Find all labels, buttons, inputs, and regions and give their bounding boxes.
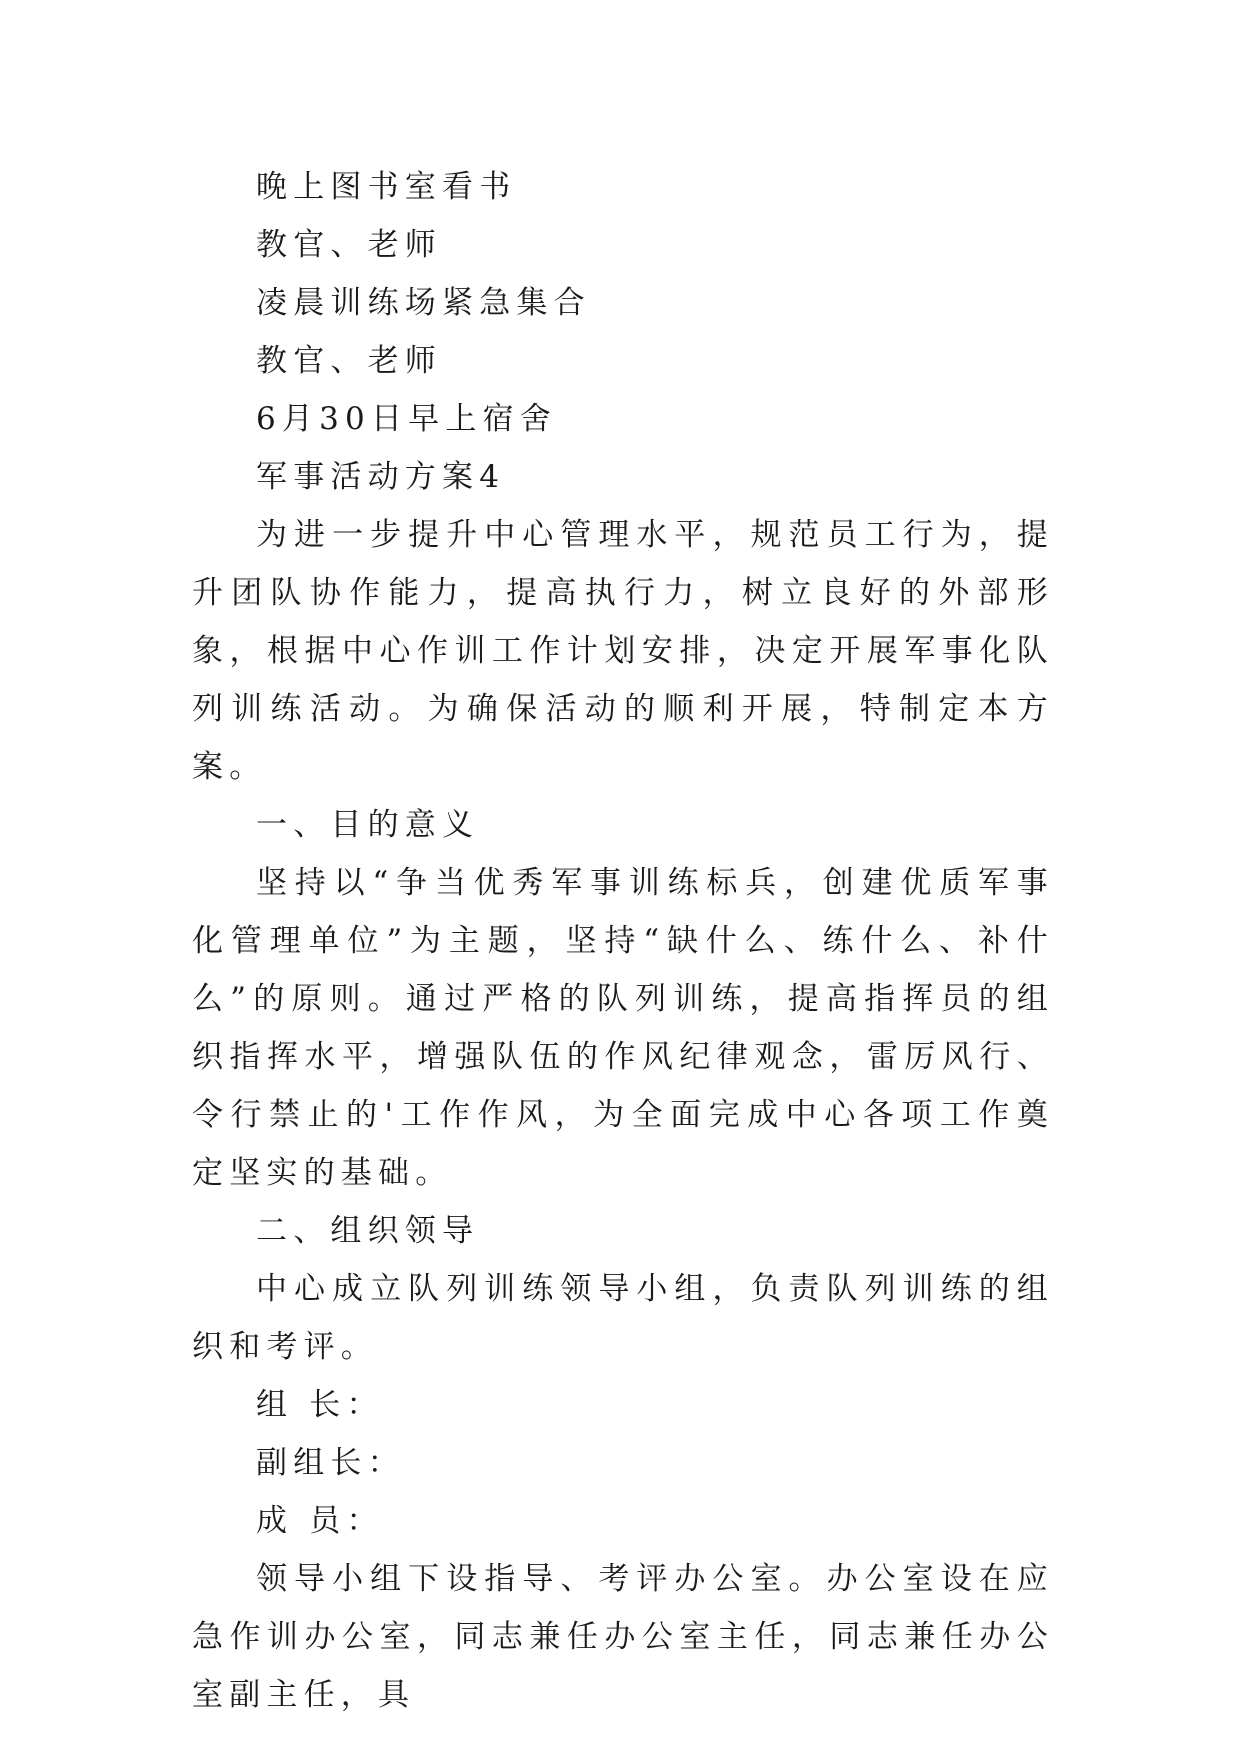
paragraph: 领导小组下设指导、考评办公室。办公室设在应急作训办公室，同志兼任办公室主任，同志兼任办公室副主任，具 [192,1561,1054,1713]
section-heading: 一、目的意义 [256,807,480,843]
paragraph: 教官、老师 [256,227,442,263]
document-body [192,158,1054,1724]
paragraph: 为进一步提升中心管理水平，规范员工行为，提升团队协作能力，提高执行力，树立良好的外部形象，根据中心作训工作计划安排，决定开展军事化队列训练活动。为确保活动的顺利开展，特制定本方案。 [192,517,1054,785]
paragraph: 教官、老师 [256,343,442,379]
paragraph: 6月30日早上宿舍 [256,401,557,437]
paragraph: 晚上图书室看书 [256,169,517,205]
paragraph: 中心成立队列训练领导小组，负责队列训练的组织和考评。 [192,1271,1054,1365]
paragraph: 成 员： [256,1503,384,1539]
paragraph: 副组长： [256,1445,405,1481]
paragraph: 凌晨训练场紧急集合 [256,285,591,321]
section-title: 军事活动方案4 [256,459,506,495]
paragraph: 组 长： [256,1387,384,1423]
section-heading: 二、组织领导 [256,1213,480,1249]
paragraph: 坚持以“争当优秀军事训练标兵，创建优质军事化管理单位”为主题，坚持“缺什么、练什么、补什么”的原则。通过严格的队列训练，提高指挥员的组织指挥水平，增强队伍的作风纪律观念，雷厉风行、令行禁止的'工作作风，为全面完成中心各项工作奠定坚实的基础。 [192,865,1054,1191]
